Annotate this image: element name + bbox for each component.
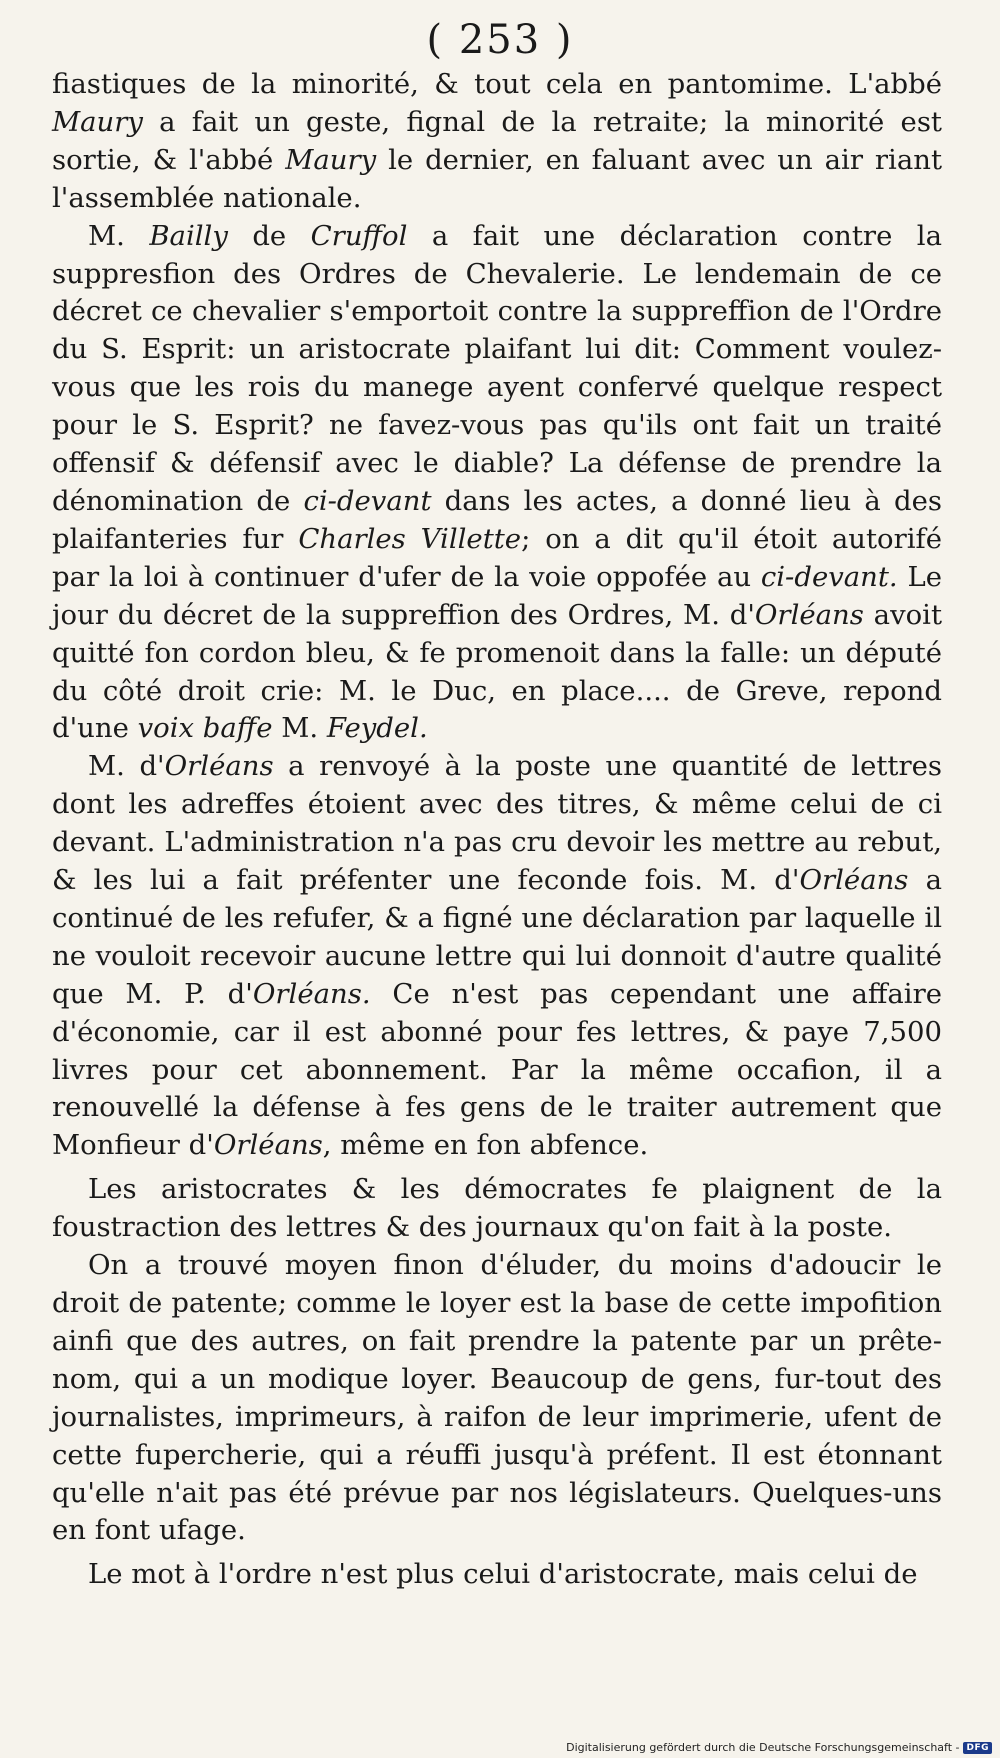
text-run: a renvoyé à la poste une quantité de lettres dont les adreffes étoient avec des titres, & même celui de ci devant. L'administration n'a pas cru devoir les mettre au rebut, & les lui a fait préfenter une feconde fois. M. d'	[52, 750, 942, 897]
text-run: Le mot à l'ordre n'est plus celui d'aristocrate, mais celui de	[88, 1558, 918, 1591]
text-run: ; on a dit qu'il étoit autorifé par la loi à continuer d'ufer de la voie oppofée au	[52, 522, 942, 593]
text-run: M. d'	[88, 750, 165, 783]
italic-text: ci-devant.	[760, 560, 898, 593]
paragraph	[52, 1556, 942, 1594]
italic-text: Orléans	[213, 1129, 323, 1162]
italic-text: Feydel.	[326, 712, 428, 745]
text-run: a fait une déclaration contre la suppresfion des Ordres de Chevalerie. Le lendemain de ce décret ce chevalier s'emportoit contre la suppreffion de l'Ordre du S. Esprit: un aristocrate plaifant lui dit: Comment voulez-vous que les rois du manege ayent confervé quelque respect pour le S. Esprit? ne favez-vous pas qu'ils ont fait un traité offensif & défensif avec le diable? La défense de prendre la dénomination de	[52, 219, 942, 517]
credit-text: Digitalisierung gefördert durch die Deutsche Forschungsgemeinschaft -	[566, 1741, 960, 1754]
text-run: Le jour du décret de la suppreffion des Ordres, M. d'	[52, 560, 943, 631]
body-text	[52, 66, 942, 1594]
text-run: Les aristocrates & les démocrates fe plaignent de la foustraction des lettres & des journaux qu'on fait à la poste.	[52, 1173, 942, 1244]
text-run: M.	[272, 712, 327, 745]
digitization-credit	[566, 1741, 992, 1754]
text-run: de	[227, 219, 311, 252]
text-run: M.	[88, 219, 150, 252]
text-run: a continué de les refufer, & a figné une déclaration par laquelle il ne vouloit recevoir aucune lettre qui lui donnoit d'autre qualité que M. P. d'	[52, 864, 943, 1010]
paragraph	[52, 1171, 942, 1247]
italic-text: Bailly	[149, 219, 228, 252]
text-run: Ce n'est pas cependant une affaire d'économie, car il est abonné pour fes lettres, & paye 7,500 livres pour cet abonnement. Par la même occafion, il a renouvellé la défense à fes gens de le traiter autrement que Monfieur d'	[52, 977, 942, 1162]
italic-text: Maury	[285, 143, 377, 176]
page-number: ( 253 )	[426, 17, 574, 63]
paragraph	[52, 66, 942, 218]
italic-text: ci-devant	[303, 484, 432, 517]
text-run: a fait un geste, fignal de la retraite; la minorité est sortie, & l'abbé	[52, 105, 942, 176]
italic-text: Orléans	[799, 864, 909, 897]
paragraph	[52, 218, 942, 749]
text-run: On a trouvé moyen finon d'éluder, du moins d'adoucir le droit de patente; comme le loyer est la base de cette impofition ainfi que des autres, on fait prendre la patente par un prête-nom, qui a un modique loyer. Beaucoup de gens, fur-tout des journalistes, imprimeurs, à raifon de leur imprimerie, ufent de cette fupercherie, qui a réuffi jusqu'à préfent. Il est étonnant qu'elle n'ait pas été prévue par nos législateurs. Quelques-uns en font ufage.	[52, 1249, 942, 1547]
italic-text: Orléans	[754, 598, 864, 631]
text-run: fiastiques de la minorité, & tout cela en pantomime. L'abbé	[52, 68, 942, 100]
text-run: , même en fon abfence.	[322, 1129, 649, 1162]
text-run: dans les actes, a donné lieu à des plaifanteries fur	[52, 484, 942, 555]
italic-text: Maury	[52, 105, 143, 138]
italic-text: Charles Villette	[298, 522, 522, 555]
text-run: le dernier, en faluant avec un air riant l'assemblée nationale.	[52, 143, 942, 214]
italic-text: Orléans.	[252, 977, 371, 1010]
paragraph	[52, 748, 942, 1165]
italic-text: voix baffe	[137, 712, 273, 745]
italic-text: Orléans	[164, 750, 274, 783]
text-run: avoit quitté fon cordon bleu, & fe promenoit dans la falle: un député du côté droit crie: M. le Duc, en place.... de Greve, repond d'une	[52, 598, 943, 745]
italic-text: Cruffol	[310, 219, 408, 252]
paragraph	[52, 1247, 942, 1550]
dfg-logo: DFG	[963, 1742, 992, 1754]
